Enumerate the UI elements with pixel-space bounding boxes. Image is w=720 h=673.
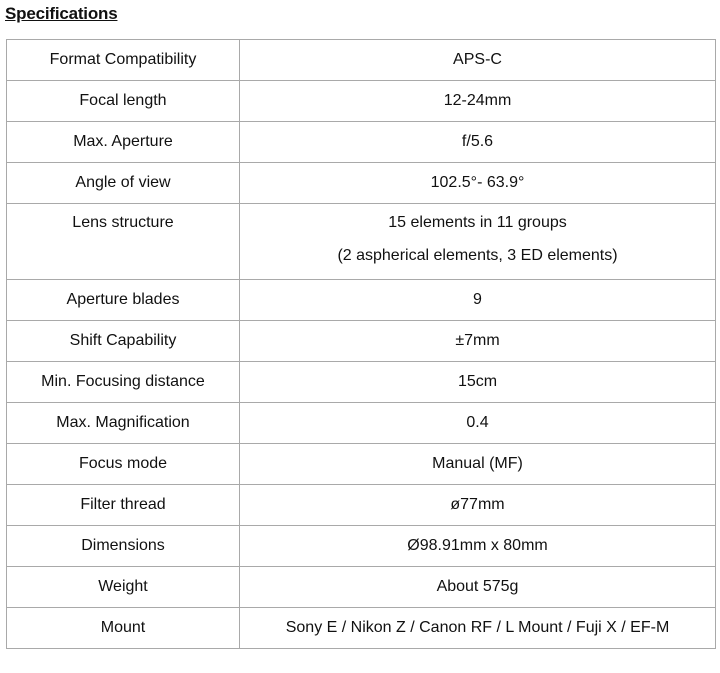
table-row bbox=[7, 40, 716, 81]
spec-value-line-2: (2 aspherical elements, 3 ED elements) bbox=[337, 247, 618, 264]
table-row bbox=[7, 81, 716, 122]
spec-value: Ø98.91mm x 80mm bbox=[240, 526, 716, 567]
spec-value: Manual (MF) bbox=[240, 444, 716, 485]
spec-label: Min. Focusing distance bbox=[7, 362, 240, 403]
spec-value: 102.5°- 63.9° bbox=[240, 163, 716, 204]
spec-value: 9 bbox=[240, 280, 716, 321]
table-row bbox=[7, 362, 716, 403]
table-row bbox=[7, 567, 716, 608]
table-row bbox=[7, 403, 716, 444]
table-row bbox=[7, 163, 716, 204]
spec-value: f/5.6 bbox=[240, 122, 716, 163]
spec-label: Weight bbox=[7, 567, 240, 608]
spec-label: Mount bbox=[7, 608, 240, 649]
table-row bbox=[7, 526, 716, 567]
spec-label bbox=[7, 204, 240, 280]
spec-label: Shift Capability bbox=[7, 321, 240, 362]
page-title: Specifications bbox=[5, 4, 118, 23]
spec-label: Format Compatibility bbox=[7, 40, 240, 81]
spec-label: Focal length bbox=[7, 81, 240, 122]
table-row bbox=[7, 280, 716, 321]
spec-value: APS-C bbox=[240, 40, 716, 81]
table-row bbox=[7, 122, 716, 163]
spec-label-text: Lens structure bbox=[72, 214, 174, 231]
spec-value-line-1: 15 elements in 11 groups bbox=[388, 214, 567, 231]
spec-label: Aperture blades bbox=[7, 280, 240, 321]
table-row bbox=[7, 485, 716, 526]
spec-label: Focus mode bbox=[7, 444, 240, 485]
table-row bbox=[7, 444, 716, 485]
spec-label: Max. Magnification bbox=[7, 403, 240, 444]
spec-label: Dimensions bbox=[7, 526, 240, 567]
spec-value: About 575g bbox=[240, 567, 716, 608]
spec-value: 12-24mm bbox=[240, 81, 716, 122]
spec-value: Sony E / Nikon Z / Canon RF / L Mount / Fuji X / EF-M bbox=[240, 608, 716, 649]
spec-value: ±7mm bbox=[240, 321, 716, 362]
table-row bbox=[7, 204, 716, 280]
spec-value: ø77mm bbox=[240, 485, 716, 526]
spec-value: 15cm bbox=[240, 362, 716, 403]
spec-value: 0.4 bbox=[240, 403, 716, 444]
table-row bbox=[7, 321, 716, 362]
spec-label: Filter thread bbox=[7, 485, 240, 526]
table-row bbox=[7, 608, 716, 649]
specifications-table bbox=[6, 39, 716, 649]
spec-label: Angle of view bbox=[7, 163, 240, 204]
spec-label: Max. Aperture bbox=[7, 122, 240, 163]
spec-value bbox=[240, 204, 716, 280]
